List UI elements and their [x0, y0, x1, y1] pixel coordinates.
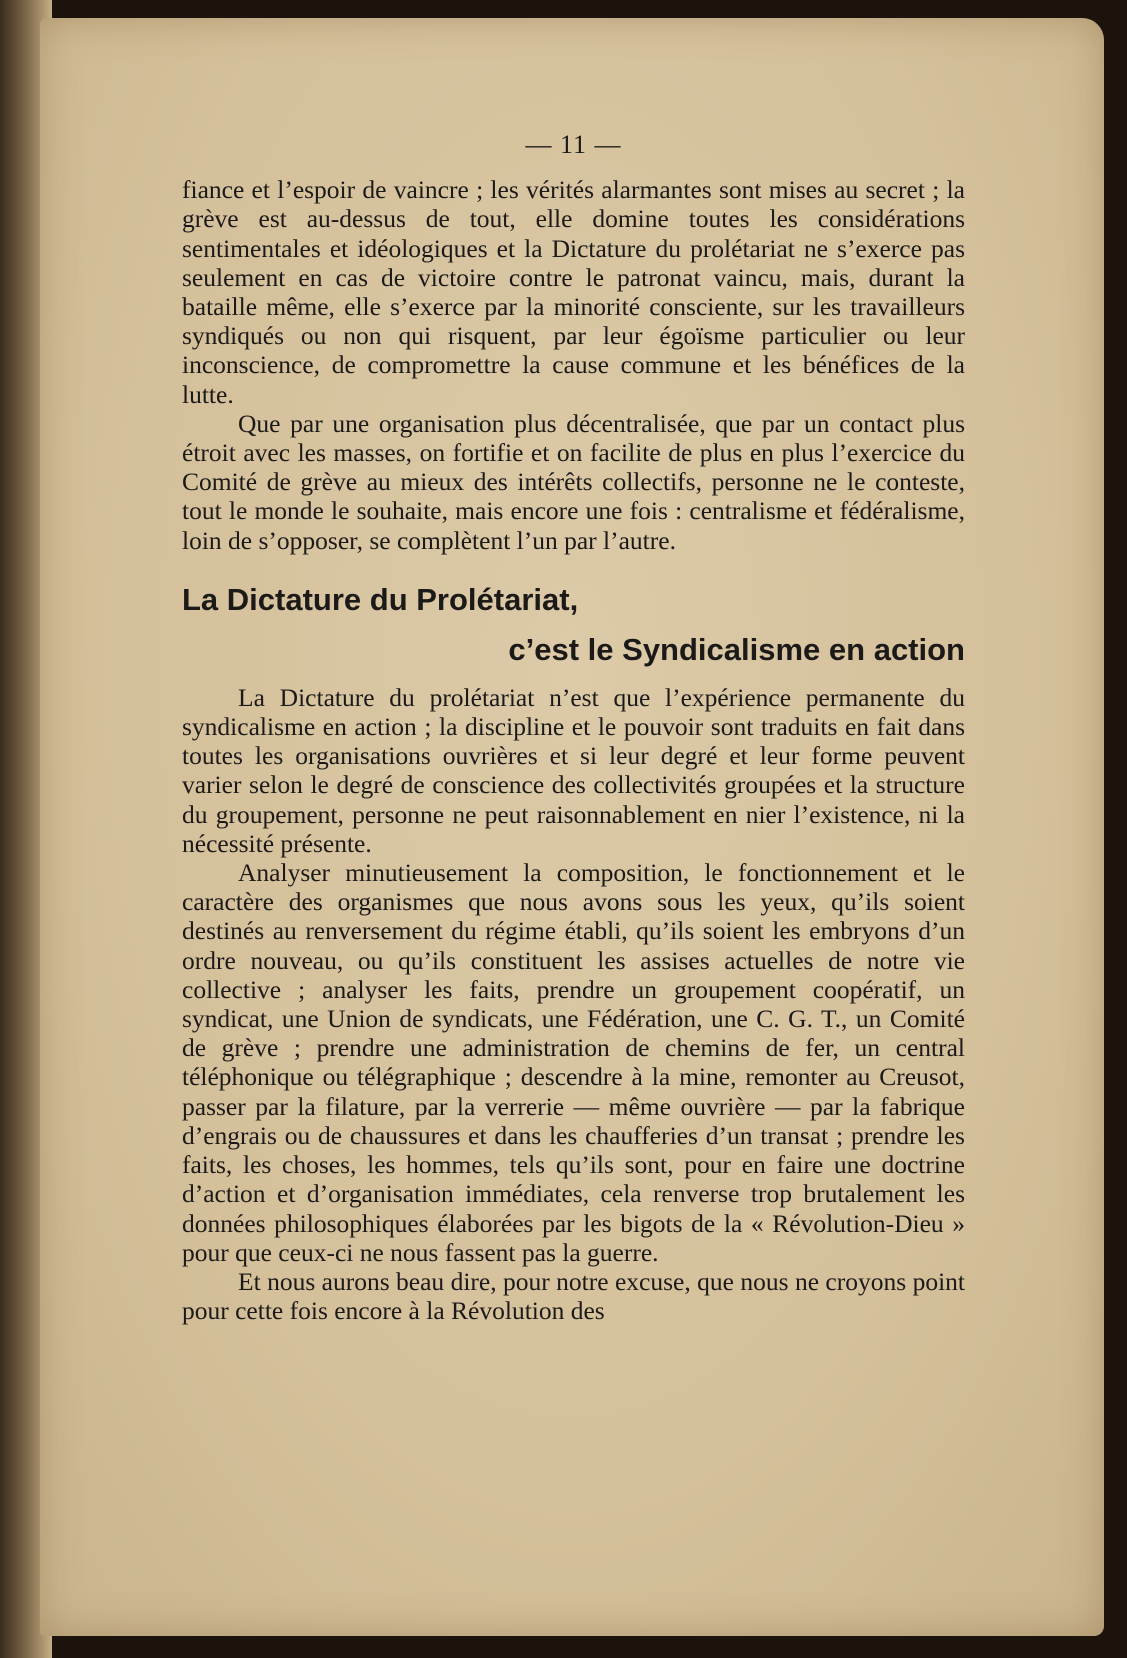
- paragraph: Que par une organisation plus décentralisée, que par un contact plus étroit avec les masses, on fortifie et on facilite de plus en plus l’exercice du Comité de grève au mieux des intérêts collectifs, personne ne le conteste, tout le monde le souhaite, mais encore une fois : centralisme et fédéralisme, loin de s’opposer, se complètent l’un par l’autre.: [182, 408, 965, 555]
- section-heading-line2: c’est le Syndicalisme en action: [508, 631, 965, 667]
- paragraph-continuation: fiance et l’espoir de vaincre ; les vérités alarmantes sont mises au secret ; la grève est au-dessus de tout, elle domine toutes les considérations sentimentales et idéologiques et la Dictature du prolétariat ne s’exerce pas seulement en cas de victoire contre le patronat vaincu, mais, durant la bataille même, elle s’exerce par la minorité consciente, sur les travailleurs syndiqués ou non qui risquent, par leur égoïsme particulier ou leur inconscience, de compromettre la cause commune et les bénéfices de la lutte.: [182, 175, 965, 409]
- paragraph: Et nous aurons beau dire, pour notre excuse, que nous ne croyons point pour cette fois encore à la Révolution des: [182, 1266, 965, 1326]
- paragraph: La Dictature du prolétariat n’est que l’expérience permanente du syndicalisme en action ; la discipline et le pouvoir sont traduits en fait dans toutes les organisations ouvrières et si leur degré et leur forme peuvent varier selon le degré de conscience des collectivités groupées et la structure du groupement, personne ne peut raisonnablement en nier l’existence, ni la nécessité présente.: [182, 682, 965, 858]
- page-text: [182, 130, 965, 1325]
- section-heading-line1: La Dictature du Prolétariat,: [182, 581, 579, 617]
- page-number: — 11 —: [525, 130, 622, 159]
- paragraph: Analyser minutieusement la composition, le fonctionnement et le caractère des organismes que nous avons sous les yeux, qu’ils soient destinés au renversement du régime établi, qu’ils soient les embryons d’un ordre nouveau, ou qu’ils constituent les assises actuelles de notre vie collective ; analyser les faits, prendre un groupement coopératif, un syndicat, une Union de syndicats, une Fédération, une C. G. T., un Comité de grève ; prendre une administration de chemins de fer, un central téléphonique ou télégraphique ; descendre à la mine, remonter au Creusot, passer par la filature, par la verrerie — même ouvrière — par la fabrique d’engrais ou de chaussures et dans les chaufferies d’un transat ; prendre les faits, les choses, les hommes, tels qu’ils sont, pour en faire une doctrine d’action et d’organisation immédiates, cela renverse trop brutalement les données philosophiques élaborées par les bigots de la « Révolution-Dieu » pour que ceux-ci ne nous fassent pas la guerre.: [182, 858, 965, 1267]
